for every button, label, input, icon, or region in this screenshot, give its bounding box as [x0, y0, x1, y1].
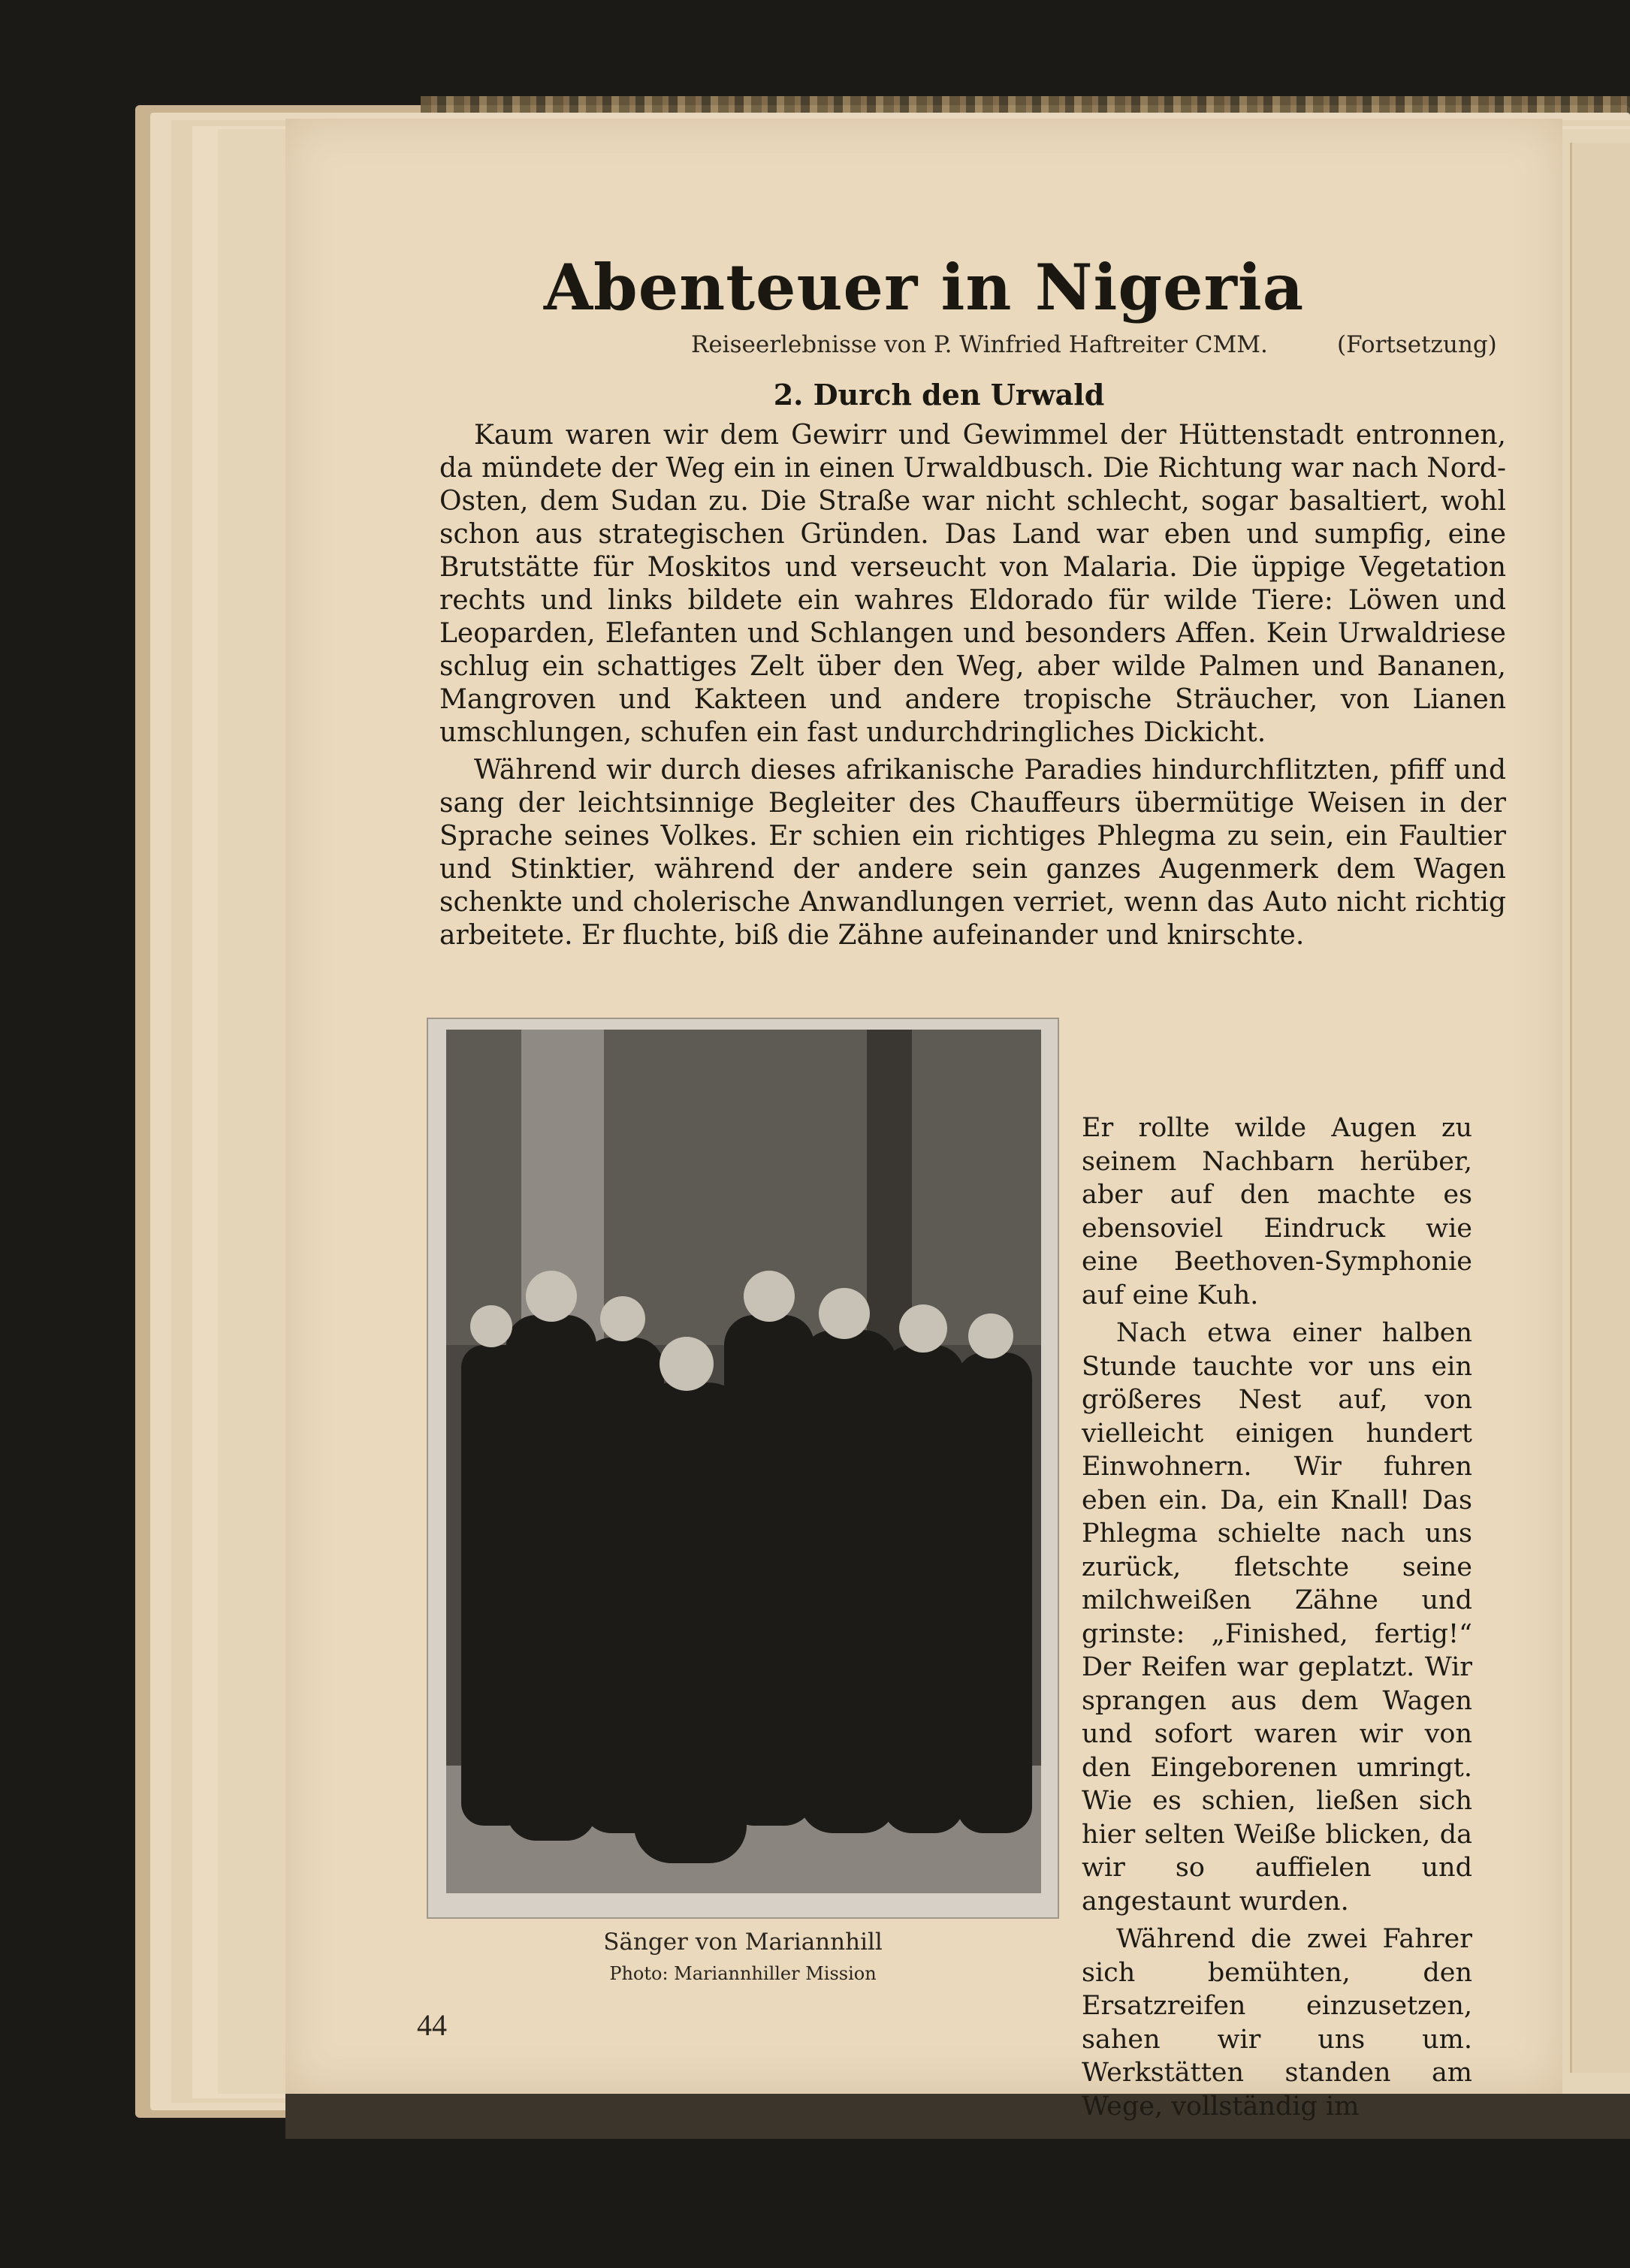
photo-frame: [427, 1018, 1059, 1919]
paragraph: Nach etwa einer halben Stunde tauchte vor uns ein größeres Nest auf, von vielleicht einigen hundert Einwohnern. Wir fuhren eben ein. Da, ein Knall! Das Phlegma schielte nach uns zurück, fletschte seine milchweißen Zähne und grinste: „Finished, fertig!“ Der Reifen war geplatzt. Wir sprangen aus dem Wagen und sofort waren wir von den Eingeborenen umringt. Wie es schien, ließen sich hier selten Weiße blicken, da wir so auffielen und angestaunt wurden.: [1082, 1318, 1472, 1917]
paragraph: Er rollte wilde Augen zu seinem Nachbarn herüber, aber auf den machte es ebensoviel Eindruck wie eine Beethoven-Symphonie auf eine Kuh.: [1082, 1113, 1472, 1310]
paragraph: Während wir durch dieses afrikanische Paradies hindurchflitzten, pfiff und sang der leichtsinnige Begleiter des Chauffeurs übermütige Weisen in der Sprache seines Volkes. Er schien ein richtiges Phlegma zu sein, ein Faultier und Stinktier, während der andere sein ganzes Augenmerk dem Wagen schenkte und cholerische Anwandlungen verriet, wenn das Auto nicht richtig arbeitete. Er fluchte, biß die Zähne aufeinander und knirschte.: [439, 755, 1506, 951]
photo-credit: Photo: Mariannhiller Mission: [609, 1963, 877, 1984]
page-number: 44: [417, 2008, 447, 2042]
choir-photo-image: [446, 1030, 1041, 1893]
section-heading: 2. Durch den Urwald: [773, 378, 1105, 412]
continued-note: (Fortsetzung): [1337, 331, 1497, 358]
paragraph: Kaum waren wir dem Gewirr und Gewimmel der Hüttenstadt entronnen, da mündete der Weg ein in einen Urwaldbusch. Die Richtung war nach Nord-Osten, dem Sudan zu. Die Straße war nicht schlecht, sogar basaltiert, wohl schon aus strategischen Gründen. Das Land war eben und sumpfig, eine Brutstätte für Moskitos und verseucht von Malaria. Die üppige Vegetation rechts und links bildete ein wahres Eldorado für wilde Tiere: Löwen und Leoparden, Elefanten und Schlangen und besonders Affen. Kein Urwaldriese schlug ein schattiges Zelt über den Weg, aber wilde Palmen und Bananen, Mangroven und Kakteen und andere tropische Sträucher, von Lianen umschlungen, schufen ein fast undurchdringliches Dickicht.: [439, 420, 1506, 748]
right-column-text: [1082, 1111, 1472, 2123]
choir-photo: [446, 1030, 1041, 1893]
article-byline: Reiseerlebnisse von P. Winfried Haftreiter CMM.: [691, 331, 1268, 358]
paragraph: Während die zwei Fahrer sich bemühten, den Ersatzreifen einzusetzen, sahen wir uns um. Werkstätten standen am Wege, vollständig im: [1082, 1924, 1472, 2122]
photo-caption: Sänger von Mariannhill: [603, 1929, 883, 1956]
full-width-text: [439, 419, 1506, 952]
book-page: [285, 119, 1562, 2122]
article-title: Abenteuer in Nigeria: [543, 250, 1305, 324]
next-page-edge: [1570, 143, 1630, 2073]
